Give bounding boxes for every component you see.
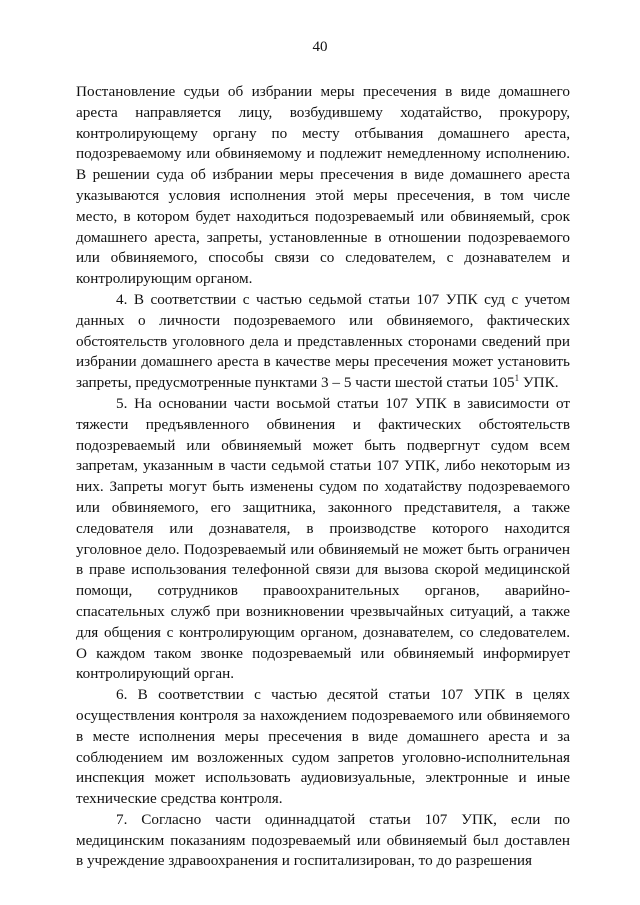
text-line: технические средства контроля. [76,790,283,808]
text-line: следователя или дознавателя, в производстве которого находится [76,519,570,537]
text-line: 7. Согласно части одиннадцатой статьи 107 УПК, если по [116,810,570,828]
text-line: в праве использования телефонной связи для вызова скорой медицинской [76,561,570,579]
text-line-tail: УПК. [519,374,559,392]
text-line: избрании домашнего ареста в качестве меры пресечения может установить [76,353,570,371]
text-line: контролирующему органу по месту отбывания домашнего ареста, [76,124,570,142]
document-body [76,82,570,872]
text-line: тяжести предъявленного обвинения и фактических обстоятельств [76,415,570,433]
text-line: или обвиняемого, его защитника, законного представителя, а также [76,498,570,516]
text-line: домашнего ареста, запреты, установленные в отношении подозреваемого [76,228,570,246]
text-line: подозреваемый или обвиняемый может быть подвергнут судом всем [76,436,570,454]
text-line [76,373,570,394]
text-line: медицинским показаниям подозреваемый или обвиняемый был доставлен [76,831,570,849]
text-line: них. Запреты могут быть изменены судом по ходатайству подозреваемого [76,478,570,496]
page-number: 40 [312,39,328,55]
text-line: обстоятельств уголовного дела и представленных сторонами сведений при [76,332,570,350]
paragraph [76,394,570,685]
text-line: в учреждение здравоохранения и госпитализирован, то до разрешения [76,852,532,870]
text-line: 5. На основании части восьмой статьи 107 УПК в зависимости от [116,394,570,412]
text-line: ареста направляется лицу, возбудившему ходатайство, прокурору, [76,103,570,121]
text-line: соблюдением им возложенных судом запретов уголовно-исполнительная [76,748,570,766]
text-line: подозреваемому или обвиняемому и подлежит немедленному исполнению. [76,145,570,163]
text-line: инспекция может использовать аудиовизуальные, электронные и иные [76,769,570,787]
text-line: уголовное дело. Подозреваемый или обвиняемый не может быть ограничен [76,540,570,558]
paragraph [76,290,570,394]
text-line: 4. В соответствии с частью седьмой статьи 107 УПК суд с учетом [116,290,570,308]
text-line: помощи, сотрудников правоохранительных органов, аварийно- [76,582,570,600]
superscript: 1 [514,373,520,384]
text-line: контролирующим органом. [76,270,253,288]
text-line: контролирующий орган. [76,665,235,683]
paragraph [76,685,570,810]
paragraph [76,810,570,872]
text-line: В решении суда об избрании меры пресечения в виде домашнего ареста [76,166,570,184]
text-line: место, в котором будет находиться подозреваемый или обвиняемый, срок [76,207,570,225]
paragraph [76,82,570,290]
text-line: запретам, указанным в части седьмой статьи 107 УПК, либо некоторым из [76,457,570,475]
text-line: спасательных служб при возникновении чрезвычайных ситуаций, а также [76,602,570,620]
text-line: осуществления контроля за нахождением подозреваемого или обвиняемого [76,706,570,724]
text-line: 6. В соответствии с частью десятой статьи 107 УПК в целях [116,686,570,704]
text-line: данных о личности подозреваемого или обвиняемого, фактических [76,311,570,329]
text-line: для общения с контролирующим органом, дознавателем, со следователем. [76,623,570,641]
text-line-main: запреты, предусмотренные пунктами 3 – 5 части шестой статьи 105 [76,374,515,392]
text-line: Постановление судьи об избрании меры пресечения в виде домашнего [76,83,570,100]
text-line: О каждом таком звонке подозреваемый или обвиняемый информирует [76,644,570,662]
text-line: указываются условия исполнения этой меры пресечения, в том числе [76,186,570,204]
text-line: в месте исполнения меры пресечения в виде домашнего ареста и за [76,727,570,745]
text-line: или обвиняемого, способы связи со следователем, с дознавателем и [76,249,570,267]
